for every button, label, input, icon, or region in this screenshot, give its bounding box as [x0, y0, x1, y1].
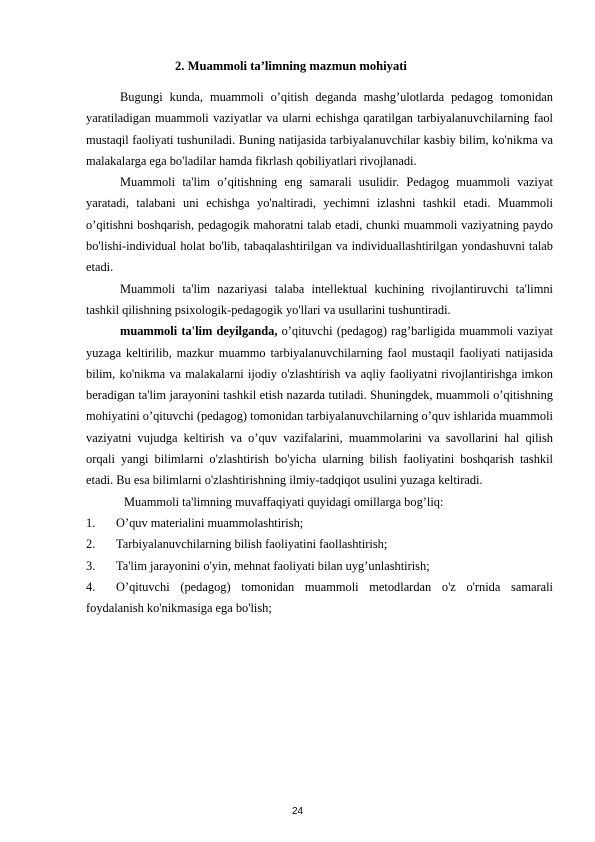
- list-number: 3.: [86, 558, 96, 573]
- paragraph-3: Muammoli ta'lim nazariyasi talaba intellektual kuchining rivojlantiruvchi ta'limni tashkil qilishning psixologik-pedagogik yo'llari va usullarini tushuntiradi.: [86, 281, 553, 317]
- list-text: O’qituvchi (pedagog) tomonidan muammoli metodlardan o'z o'rnida samarali foydalanish ko'nikmasiga ega bo'lish;: [86, 579, 553, 616]
- list-text: Tarbiyalanuvchilarning bilish faoliyatini faollashtirish;: [116, 537, 388, 552]
- paragraph-1: Bugungi kunda, muammoli o’qitish deganda mashg’ulotlarda pedagog tomonidan yaratiladigan muammoli vaziyatlar va ularni echishga qaratilgan tarbiyalanuvchilarning faol mustaqil faoliyati tushuniladi. Buning natijasida tarbiyalanuvchilar kasbiy bilim, ko'nikma va malakalarga ega bo'ladilar hamda fikrlash qobiliyatlari rivojlanadi.: [86, 90, 553, 168]
- list-number: 1.: [86, 515, 96, 530]
- definition-term: muammoli ta'lim deyilganda,: [120, 324, 278, 339]
- definition-text: o’qituvchi (pedagog) rag’barligida muammoli vaziyat yuzaga keltirilib, mazkur muammo tarbiyalanuvchilarning faol mustaqil faoliyati natijasida bilim, ko'nikma va malakalarni ijodiy o'zlashtirish va aqliy faoliyatni rivojlantirishga imkon beradigan ta'lim jarayonini tashkil etish nazarda tutiladi. Shuningdek, muammoli o’qitishning mohiyatini o’qituvchi (pedagog) tomonidan tarbiyalanuvchilarning o’quv ishlarida muammoli vaziyatni vujudga keltirish va o’quv vazifalarini, muammolarini va savollarini hal qilish orqali yangi bilimlarni o'zlashtirish bo'yicha ularning bilish faoliyatini boshqarish tashkil etadi. Bu esa bilimlarni o'zlashtirishning ilmiy-tadqiqot usulini yuzaga keltiradi.: [86, 324, 553, 488]
- page-number: 24: [291, 806, 304, 817]
- list-text: Ta'lim jarayonini o'yin, mehnat faoliyati bilan uyg’unlashtirish;: [116, 558, 430, 573]
- section-heading: 2. Muammoli ta’limning mazmun mohiyati: [175, 59, 407, 73]
- list-item: [86, 513, 553, 534]
- body-text: [86, 87, 553, 619]
- list-number: 2.: [86, 537, 96, 552]
- list-item: [86, 577, 553, 620]
- paragraph-5: Muammoli ta'limning muvaffaqiyati quyidagi omillarga bog’liq:: [124, 494, 444, 509]
- paragraph-2: Muammoli ta'lim o’qitishning eng samarali usulidir. Pedagog muammoli vaziyat yaratadi, talabani uni echishga yo'naltiradi, yechimni izlashni tashkil etadi. Muammoli o’qitishni boshqarish, pedagogik mahoratni talab etadi, chunki muammoli vaziyatning paydo bo'lishi-individual holat bo'lib, tabaqalashtirilgan va individuallashtirilgan yondashuvni talab etadi.: [86, 175, 553, 275]
- list-item: [86, 534, 553, 555]
- list-text: O’quv materialini muammolashtirish;: [116, 515, 304, 530]
- paragraph-4: [86, 321, 553, 491]
- list-item: [86, 556, 553, 577]
- list-number: 4.: [86, 579, 96, 594]
